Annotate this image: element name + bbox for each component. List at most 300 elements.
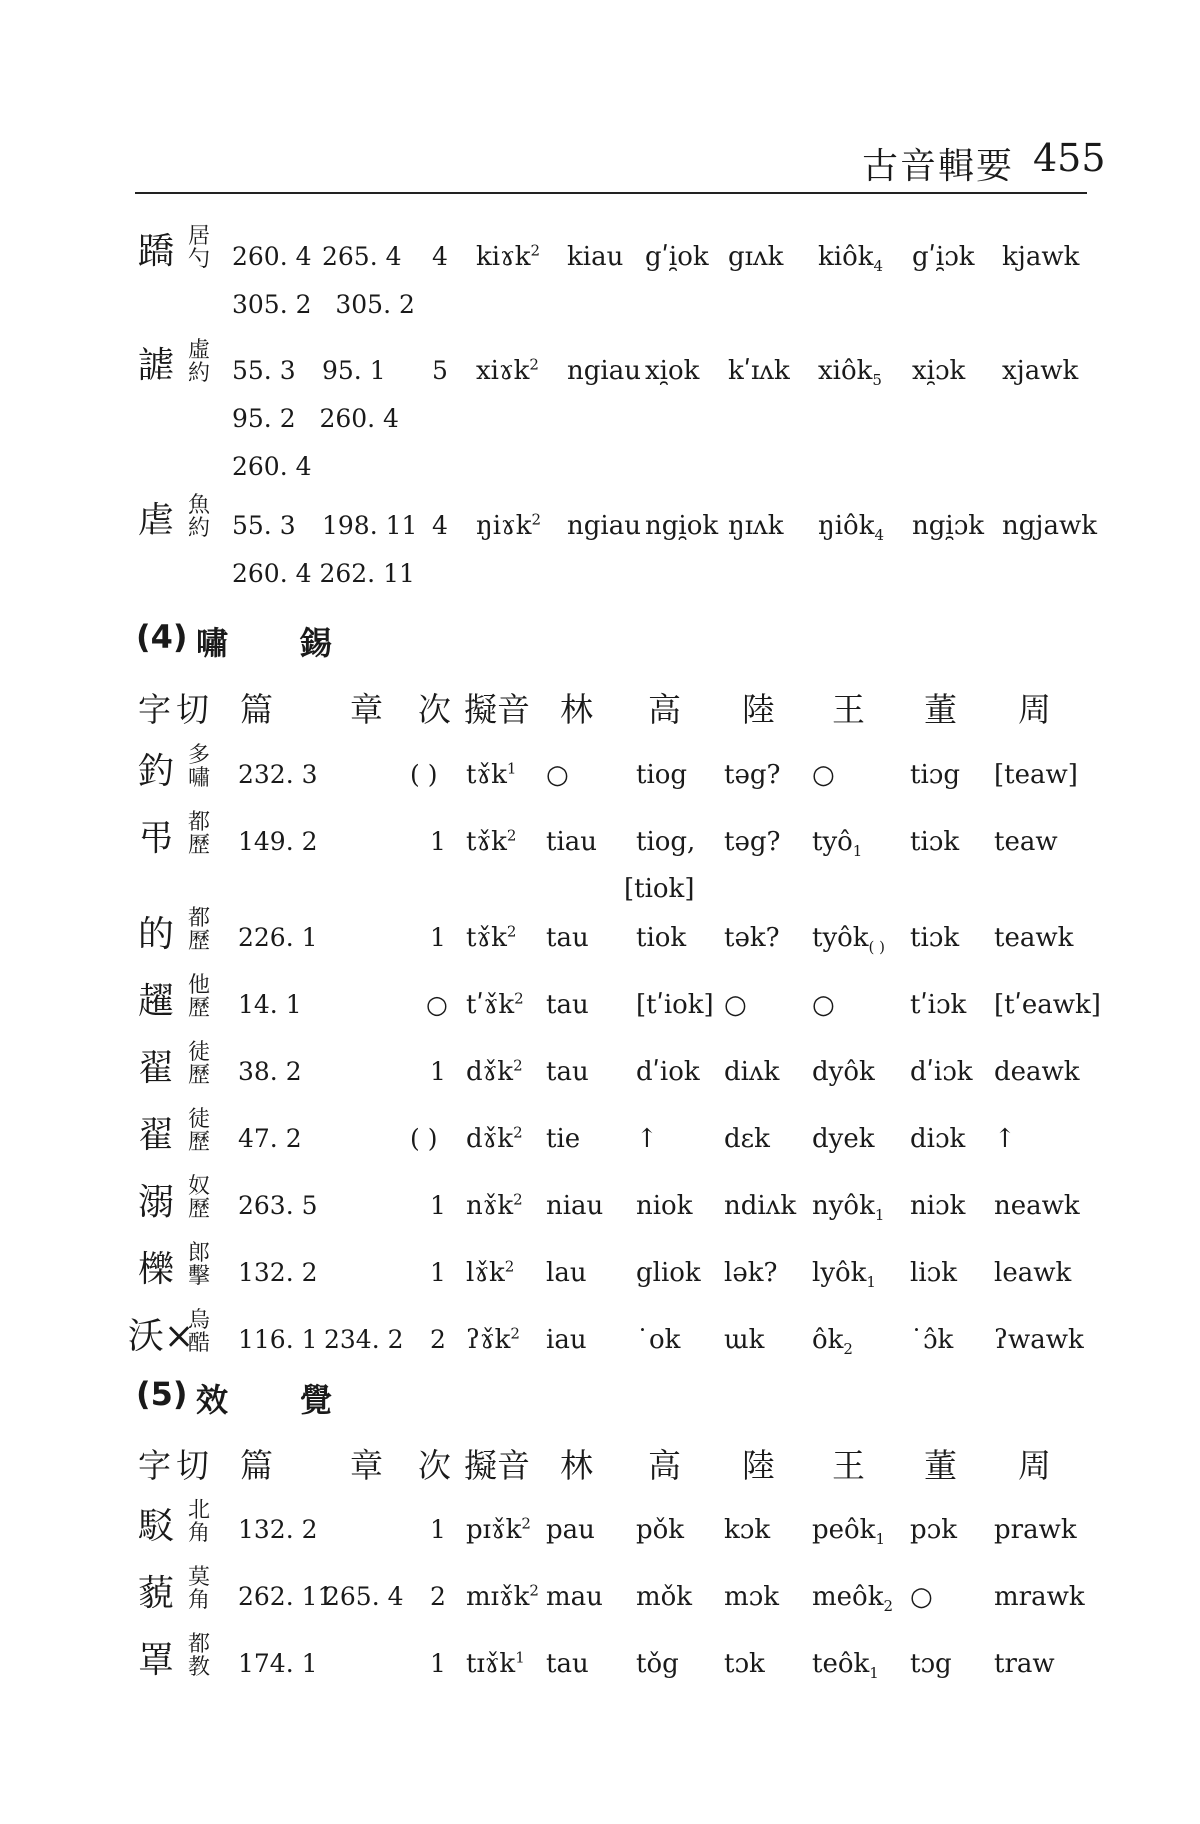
ci-value: 1	[430, 1649, 446, 1678]
fanqie-char: 莫	[188, 1565, 211, 1590]
reading-wang-text: nyôk	[812, 1191, 875, 1221]
reading-gao-text: gʹi̯ok	[645, 242, 709, 272]
reconstruction-ni-text: mɪɤ̌k	[466, 1582, 530, 1612]
header-rule	[135, 192, 1087, 194]
reading-wang-text: ôk	[812, 1325, 844, 1355]
pian-ref: 262. 11	[238, 1582, 334, 1611]
reconstruction-ni-text: xiɤk	[476, 356, 530, 386]
reconstruction-ni-text: tɤ̌k	[466, 923, 507, 953]
fanqie-spelling	[188, 974, 210, 1020]
reading-lin	[546, 1258, 587, 1288]
reconstruction-ni-text: tɪɤ̌k	[466, 1649, 516, 1679]
column-header: 周	[1018, 1446, 1051, 1485]
reconstruction-ni-sup: 2	[514, 989, 524, 1008]
fanqie-spelling	[188, 494, 210, 540]
reading-zhou	[994, 1258, 1071, 1288]
column-header: 擬音	[464, 1446, 530, 1485]
reading-lin	[546, 1124, 580, 1154]
reconstruction-ni	[466, 1325, 520, 1355]
reading-lin	[546, 1325, 587, 1355]
reconstruction-ni-sup: 2	[530, 241, 541, 260]
ci-value: 4	[432, 242, 448, 271]
reading-gao-text: tǒg	[636, 1649, 679, 1679]
fanqie-char: 徒	[188, 1040, 211, 1065]
fanqie-char: 教	[188, 1655, 211, 1680]
reading-gao-text: [tʹiok]	[636, 990, 714, 1020]
ci-value: 1	[430, 827, 446, 856]
fanqie-char: 約	[188, 516, 211, 541]
fanqie-char: 都	[188, 810, 211, 835]
reconstruction-ni	[466, 990, 524, 1020]
reading-lin-text: tiau	[546, 827, 598, 857]
reconstruction-ni	[466, 1258, 514, 1288]
reconstruction-ni-text: tɤ̌k	[466, 760, 507, 790]
reading-wang-text: dyek	[812, 1124, 875, 1154]
reading-dong	[910, 827, 959, 857]
reading-lin	[567, 356, 641, 386]
section-rhyme-a: 嘯	[196, 624, 229, 662]
pian-ref: 265. 4	[322, 242, 402, 271]
reading-wang	[812, 1515, 885, 1549]
reading-wang-sub: 2	[843, 1340, 853, 1359]
head-character: 的	[138, 914, 175, 955]
reading-lu	[724, 1191, 796, 1221]
reading-dong	[912, 242, 975, 272]
fanqie-char: 魚	[188, 493, 211, 518]
reading-lin-text: tau	[546, 1649, 589, 1679]
reading-gao	[636, 1582, 692, 1612]
reading-zhou-text: traw	[994, 1649, 1055, 1679]
fanqie-char: 嘯	[188, 766, 211, 791]
column-header: 周	[1018, 690, 1051, 729]
column-header: 高	[648, 690, 681, 729]
pian-ref: 226. 1	[238, 923, 318, 952]
pian-ref-continued: 260. 4 262. 11	[232, 559, 415, 588]
reading-wang-text: ŋiôk	[818, 511, 875, 541]
fanqie-char: 烏	[188, 1308, 211, 1333]
fanqie-char: 奴	[188, 1174, 211, 1199]
reading-lu	[724, 1582, 779, 1612]
reconstruction-ni-text: ŋiɤk	[476, 511, 532, 541]
reading-gao-text: dʹiok	[636, 1057, 700, 1087]
head-character: 釣	[138, 751, 175, 792]
section-number: (5)	[136, 1375, 188, 1413]
fanqie-char: 勺	[188, 247, 211, 272]
head-character: 沃×	[128, 1316, 195, 1357]
reading-gao	[636, 1258, 701, 1288]
reading-lu	[728, 242, 783, 272]
reading-wang	[812, 1258, 876, 1292]
reconstruction-ni-sup: 2	[513, 1056, 523, 1075]
fanqie-spelling	[188, 1108, 210, 1154]
reconstruction-ni-text: nɤ̌k	[466, 1191, 514, 1221]
reading-wang-text: peôk	[812, 1515, 876, 1545]
reconstruction-ni-sup: 2	[513, 1190, 523, 1209]
reading-wang	[812, 1057, 875, 1087]
fanqie-char: 角	[188, 1588, 211, 1613]
reading-dong-text: xi̯ɔk	[912, 356, 966, 386]
head-character: 翟	[138, 1048, 175, 1089]
column-header: 切	[176, 1446, 209, 1485]
ci-value: 1	[430, 1191, 446, 1220]
reading-wang	[812, 990, 835, 1020]
ci-value: ( )	[410, 1124, 438, 1153]
reconstruction-ni-sup: 2	[506, 922, 517, 941]
reconstruction-ni-sup: 2	[529, 1581, 539, 1600]
reading-zhou	[1002, 356, 1078, 386]
ci-value: 1	[430, 1258, 446, 1287]
fanqie-char: 虛	[188, 338, 211, 363]
reading-wang-text: tyôk	[812, 923, 869, 953]
pian-ref: 260. 4	[232, 242, 312, 271]
reading-lin-text: kiau	[567, 242, 624, 272]
reading-gao	[636, 760, 687, 790]
reading-lu	[724, 827, 780, 857]
reading-dong	[910, 1649, 952, 1679]
head-character: 藐	[138, 1573, 175, 1614]
pian-ref: 132. 2	[238, 1515, 318, 1544]
section-rhyme-b: 錫	[300, 624, 333, 662]
fanqie-spelling	[188, 1566, 210, 1612]
reading-gao	[636, 923, 686, 953]
reading-lin	[567, 242, 623, 272]
fanqie-char: 他	[188, 973, 211, 998]
head-character: 櫟	[138, 1249, 175, 1290]
head-character: 蹻	[138, 231, 175, 272]
pian-ref: 47. 2	[238, 1124, 302, 1153]
reading-lu	[724, 1258, 777, 1288]
reading-lu-text: kʹɪʌk	[728, 356, 790, 386]
reading-zhou-text: [tʹeawk]	[994, 990, 1101, 1020]
zhang-ref: 265. 4	[324, 1582, 404, 1611]
fanqie-spelling	[188, 1041, 210, 1087]
head-character: 罩	[138, 1640, 175, 1681]
reading-wang-sub: 4	[873, 257, 884, 276]
reading-wang-text: tyô	[812, 827, 853, 857]
fanqie-char: 酷	[188, 1331, 211, 1356]
reading-lin	[546, 1515, 595, 1545]
reading-wang	[812, 1649, 879, 1683]
reading-lu-text: ɯk	[724, 1325, 765, 1355]
fanqie-char: 都	[188, 1632, 211, 1657]
reading-lin-text: pau	[546, 1515, 595, 1545]
reading-zhou-text: ↑	[994, 1124, 1016, 1154]
reading-lin	[546, 1649, 589, 1679]
reading-lu	[724, 1649, 765, 1679]
reading-zhou	[994, 1191, 1080, 1221]
fanqie-spelling	[188, 811, 210, 857]
reading-zhou-text: prawk	[994, 1515, 1077, 1545]
pian-ref: 132. 2	[238, 1258, 318, 1287]
reading-wang-sub: 1	[874, 1206, 885, 1225]
reading-gao-text: tiog,	[636, 827, 696, 857]
reading-dong	[910, 990, 966, 1020]
fanqie-spelling	[188, 1309, 210, 1355]
column-header: 擬音	[464, 690, 530, 729]
reading-gao-alt: [tiok]	[624, 874, 695, 904]
section-number: (4)	[136, 618, 188, 656]
reading-wang	[818, 242, 884, 276]
reading-wang-text: dyôk	[812, 1057, 875, 1087]
reading-lu	[724, 1124, 770, 1154]
reading-gao-text: tiog	[636, 760, 688, 790]
reconstruction-ni-sup: 2	[513, 1123, 523, 1142]
reading-zhou-text: ʔwawk	[994, 1325, 1084, 1355]
reconstruction-ni	[466, 1515, 531, 1545]
reading-zhou-text: kjawk	[1002, 242, 1080, 272]
reading-dong-text: gʹi̯ɔk	[912, 242, 975, 272]
reading-lu-text: kɔk	[724, 1515, 771, 1545]
column-header: 董	[924, 1446, 957, 1485]
reconstruction-ni-sup: 2	[531, 510, 542, 529]
reading-wang-sub: 1	[852, 842, 863, 861]
column-header: 切	[176, 690, 209, 729]
section-rhyme-b: 覺	[300, 1381, 333, 1419]
reading-wang	[812, 923, 886, 957]
reading-lin	[567, 511, 641, 541]
reconstruction-ni-sup: 2	[529, 355, 539, 374]
column-header: 篇	[240, 1446, 273, 1485]
reconstruction-ni	[476, 356, 539, 386]
reading-lin-text: tie	[546, 1124, 581, 1154]
reading-dong-text: ˙ɔ̂k	[910, 1325, 954, 1355]
reading-lin-text: niau	[546, 1191, 604, 1221]
ci-value: 1	[430, 1057, 446, 1086]
reading-zhou	[1002, 242, 1079, 272]
reading-zhou	[994, 1649, 1055, 1679]
reading-zhou	[994, 1582, 1085, 1612]
reading-zhou-text: ngjawk	[1002, 511, 1097, 541]
fanqie-char: 歷	[188, 1197, 211, 1222]
pian-ref: 38. 2	[238, 1057, 302, 1086]
reading-lu	[724, 990, 747, 1020]
reading-zhou-text: teawk	[994, 923, 1074, 953]
page-number: 455	[1033, 136, 1106, 180]
reading-gao	[636, 1124, 658, 1154]
reading-zhou	[994, 1325, 1084, 1355]
reading-wang-text: kiôk	[818, 242, 874, 272]
reconstruction-ni-text: tɤ̌k	[466, 827, 507, 857]
reading-gao-text: ngi̯ok	[645, 511, 719, 541]
reading-gao-text: xi̯ok	[645, 356, 700, 386]
reading-lu	[724, 1057, 779, 1087]
fanqie-char: 歷	[188, 1130, 211, 1155]
reading-lu	[728, 356, 790, 386]
reconstruction-ni	[476, 511, 541, 541]
reading-lu	[724, 923, 780, 953]
fanqie-spelling	[188, 1242, 210, 1288]
reconstruction-ni-text: pɪɤ̌k	[466, 1515, 522, 1545]
pian-ref: 174. 1	[238, 1649, 318, 1678]
reading-lin-text: tau	[546, 923, 589, 953]
column-header: 篇	[240, 690, 273, 729]
reading-wang-text: lyôk	[812, 1258, 867, 1288]
reading-gao	[636, 1191, 692, 1221]
reading-lin	[546, 923, 589, 953]
fanqie-spelling	[188, 744, 210, 790]
head-character: 趯	[138, 981, 175, 1022]
reconstruction-ni	[466, 1582, 539, 1612]
column-header: 章	[350, 690, 383, 729]
reading-lu	[728, 511, 784, 541]
reading-gao-text: pǒk	[636, 1515, 685, 1545]
reading-zhou	[994, 1515, 1077, 1545]
reading-zhou-text: teaw	[994, 827, 1058, 857]
reading-lin	[546, 1057, 589, 1087]
reading-zhou-text: deawk	[994, 1057, 1080, 1087]
ci-value: 1	[430, 923, 446, 952]
reading-dong	[910, 1325, 953, 1355]
reading-zhou-text: [teaw]	[994, 760, 1078, 790]
reading-dong	[910, 1057, 973, 1087]
reading-dong-text: liɔk	[910, 1258, 957, 1288]
column-header: 王	[832, 1446, 865, 1485]
pian-ref: 55. 3	[232, 356, 296, 385]
reading-dong	[912, 356, 965, 386]
reading-lin	[546, 1582, 603, 1612]
reading-gao	[636, 1057, 700, 1087]
fanqie-char: 居	[188, 224, 211, 249]
reading-lin-text: iau	[546, 1325, 587, 1355]
reading-gao-text: tiok	[636, 923, 687, 953]
section-rhyme-a: 效	[196, 1381, 229, 1419]
reconstruction-ni-sup: 1	[515, 1648, 525, 1667]
reconstruction-ni	[466, 1191, 523, 1221]
reading-wang	[818, 511, 885, 545]
reading-dong-text: tɔg	[910, 1649, 952, 1679]
reading-wang	[812, 827, 863, 861]
reading-lin	[546, 1191, 603, 1221]
reading-zhou	[994, 990, 1101, 1020]
reconstruction-ni-sup: 2	[521, 1514, 531, 1533]
pian-ref: 263. 5	[238, 1191, 318, 1220]
reading-zhou	[1002, 511, 1097, 541]
pian-ref: 116. 1	[238, 1325, 318, 1354]
reconstruction-ni-sup: 2	[510, 1324, 520, 1343]
fanqie-char: 徒	[188, 1107, 211, 1132]
reading-lu-text: gɪʌk	[728, 242, 784, 272]
reading-wang	[812, 760, 835, 790]
reading-lu-text: mɔk	[724, 1582, 779, 1612]
reconstruction-ni-sup: 1	[506, 759, 517, 778]
fanqie-spelling	[188, 1499, 210, 1545]
reading-wang-text: xiôk	[818, 356, 873, 386]
pian-ref-continued: 95. 2 260. 4	[232, 404, 399, 433]
fanqie-char: 多	[188, 743, 211, 768]
reading-dong	[912, 511, 984, 541]
fanqie-char: 歷	[188, 996, 211, 1021]
reading-gao	[645, 511, 718, 541]
reading-gao	[636, 827, 695, 857]
reading-gao-text: gliok	[636, 1258, 701, 1288]
reading-lu-text: ○	[724, 990, 747, 1020]
reading-wang-sub: 5	[872, 371, 882, 390]
fanqie-char: 歷	[188, 1063, 211, 1088]
reading-wang-sub: 1	[875, 1530, 885, 1549]
ci-value: ○	[426, 990, 448, 1019]
column-header: 次	[418, 1446, 451, 1485]
column-header: 陸	[742, 1446, 775, 1485]
pian-ref: 232. 3	[238, 760, 318, 789]
reading-gao	[636, 1325, 680, 1355]
reading-lu	[724, 1325, 764, 1355]
zhang-ref: 234. 2	[324, 1325, 404, 1354]
reconstruction-ni	[466, 1057, 523, 1087]
reading-wang-sub: 2	[883, 1597, 893, 1616]
reading-dong	[910, 1258, 957, 1288]
reading-gao	[636, 990, 714, 1020]
reconstruction-ni	[476, 242, 540, 272]
reading-dong-text: tiɔk	[910, 827, 960, 857]
reading-lu-text: lək?	[724, 1258, 778, 1288]
reading-lu-text: tək?	[724, 923, 780, 953]
reading-gao-text: niok	[636, 1191, 693, 1221]
reading-dong	[910, 1124, 965, 1154]
reading-dong	[910, 1515, 957, 1545]
ci-value: ( )	[410, 760, 438, 789]
reading-dong-text: ngi̯ɔk	[912, 511, 985, 541]
reading-dong-text: dʹiɔk	[910, 1057, 973, 1087]
reading-gao-text: ˙ok	[636, 1325, 681, 1355]
reconstruction-ni-sup: 2	[504, 1257, 515, 1276]
reading-wang	[812, 1191, 885, 1225]
pian-ref: 14. 1	[238, 990, 302, 1019]
reconstruction-ni	[466, 923, 516, 953]
reading-zhou-text: xjawk	[1002, 356, 1079, 386]
reading-gao-text: ↑	[636, 1124, 658, 1154]
reconstruction-ni-text: ʔɤ̌k	[466, 1325, 511, 1355]
reading-wang	[812, 1325, 853, 1359]
reading-lin-text: ○	[546, 760, 569, 790]
reading-lu	[724, 1515, 770, 1545]
reading-dong	[910, 1582, 933, 1612]
reading-wang-sub: 1	[866, 1273, 876, 1292]
reading-wang-sub: ( )	[868, 938, 886, 957]
reading-lin-text: ngiau	[567, 511, 641, 541]
fanqie-char: 擊	[188, 1264, 211, 1289]
column-header: 次	[418, 690, 451, 729]
fanqie-char: 郎	[188, 1241, 211, 1266]
pian-ref: 55. 3	[232, 511, 296, 540]
fanqie-spelling	[188, 339, 210, 385]
reading-dong-text: niɔk	[910, 1191, 966, 1221]
reconstruction-ni	[466, 1124, 523, 1154]
reconstruction-ni-text: lɤ̌k	[466, 1258, 505, 1288]
column-header: 高	[648, 1446, 681, 1485]
reading-zhou	[994, 827, 1058, 857]
column-header: 王	[832, 690, 865, 729]
reading-lin-text: ngiau	[567, 356, 641, 386]
reading-lin-text: tau	[546, 990, 589, 1020]
reading-zhou-text: mrawk	[994, 1582, 1085, 1612]
reconstruction-ni-text: tʹɤ̌k	[466, 990, 515, 1020]
reading-zhou	[994, 1124, 1016, 1154]
ci-value: 2	[430, 1582, 446, 1611]
reading-wang-text: ○	[812, 760, 835, 790]
reading-zhou	[994, 1057, 1080, 1087]
reading-gao	[636, 1649, 679, 1679]
reading-gao	[645, 356, 699, 386]
reconstruction-ni	[466, 1649, 525, 1679]
reading-lu-text: ŋɪʌk	[728, 511, 784, 541]
reading-zhou	[994, 760, 1078, 790]
column-header: 董	[924, 690, 957, 729]
fanqie-spelling	[188, 1633, 210, 1679]
column-header: 字	[138, 690, 171, 729]
head-character: 駁	[138, 1506, 175, 1547]
reading-lin-text: lau	[546, 1258, 587, 1288]
ci-value: 1	[430, 1515, 446, 1544]
